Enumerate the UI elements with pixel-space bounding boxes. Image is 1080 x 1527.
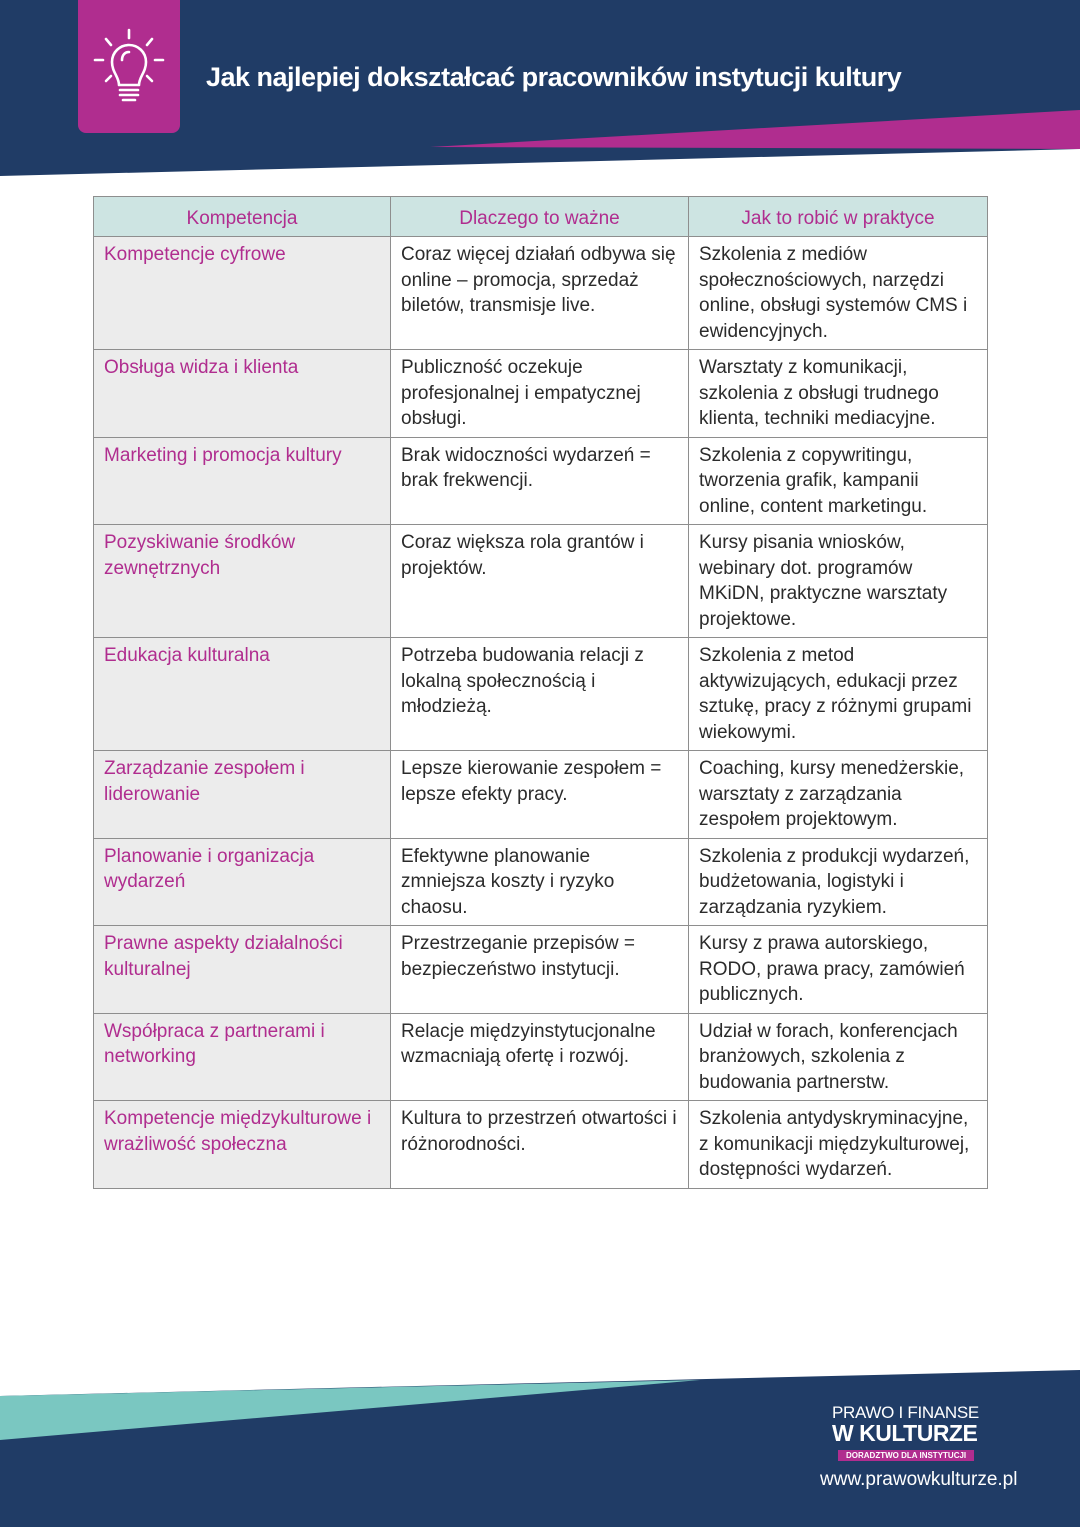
logo-line-2: W KULTURZE <box>832 1420 978 1446</box>
column-header-how: Jak to robić w praktyce <box>689 197 988 237</box>
brand-logo <box>832 1404 1004 1463</box>
competence-cell: Marketing i promocja kultury <box>94 437 391 525</box>
why-cell: Potrzeba budowania relacji z lokalną społecznością i młodzieżą. <box>391 638 689 751</box>
competence-cell: Obsługa widza i klienta <box>94 350 391 438</box>
how-cell: Szkolenia z metod aktywizujących, edukacji przez sztukę, pracy z różnymi grupami wiekowymi. <box>689 638 988 751</box>
how-cell: Kursy z prawa autorskiego, RODO, prawa pracy, zamówień publicznych. <box>689 926 988 1014</box>
why-cell: Lepsze kierowanie zespołem = lepsze efekty pracy. <box>391 751 689 839</box>
icon-box <box>78 0 180 133</box>
competencies-table <box>93 196 988 1189</box>
competence-cell: Kompetencje cyfrowe <box>94 237 391 350</box>
how-cell: Szkolenia z copywritingu, tworzenia grafik, kampanii online, content marketingu. <box>689 437 988 525</box>
how-cell: Szkolenia antydyskryminacyjne, z komunikacji międzykulturowej, dostępności wydarzeń. <box>689 1101 988 1189</box>
website-link[interactable]: www.prawowkulturze.pl <box>820 1469 1018 1490</box>
why-cell: Publiczność oczekuje profesjonalnej i empatycznej obsługi. <box>391 350 689 438</box>
table-row <box>94 437 988 525</box>
how-cell: Warsztaty z komunikacji, szkolenia z obsługi trudnego klienta, techniki mediacyjne. <box>689 350 988 438</box>
how-cell: Szkolenia z produkcji wydarzeń, budżetowania, logistyki i zarządzania ryzykiem. <box>689 838 988 926</box>
competence-cell: Planowanie i organizacja wydarzeń <box>94 838 391 926</box>
how-cell: Szkolenia z mediów społecznościowych, narzędzi online, obsługi systemów CMS i ewidencyjnych. <box>689 237 988 350</box>
competence-cell: Pozyskiwanie środków zewnętrznych <box>94 525 391 638</box>
why-cell: Coraz większa rola grantów i projektów. <box>391 525 689 638</box>
competence-cell: Kompetencje międzykulturowe i wrażliwość społeczna <box>94 1101 391 1189</box>
why-cell: Kultura to przestrzeń otwartości i różnorodności. <box>391 1101 689 1189</box>
why-cell: Brak widoczności wydarzeń = brak frekwencji. <box>391 437 689 525</box>
page-title: Jak najlepiej dokształcać pracowników instytucji kultury <box>206 62 902 92</box>
table-row <box>94 237 988 350</box>
table-row <box>94 838 988 926</box>
table-header-row <box>94 197 988 237</box>
column-header-why: Dlaczego to ważne <box>391 197 689 237</box>
table-row <box>94 350 988 438</box>
how-cell: Udział w forach, konferencjach branżowych, szkolenia z budowania partnerstw. <box>689 1013 988 1101</box>
lightbulb-icon <box>92 27 166 107</box>
why-cell: Coraz więcej działań odbywa się online – promocja, sprzedaż biletów, transmisje live. <box>391 237 689 350</box>
table-row <box>94 751 988 839</box>
table-row <box>94 525 988 638</box>
competence-cell: Współpraca z partnerami i networking <box>94 1013 391 1101</box>
logo-line-1: PRAWO I FINANSE <box>832 1403 979 1422</box>
competence-cell: Zarządzanie zespołem i liderowanie <box>94 751 391 839</box>
table-row <box>94 638 988 751</box>
competence-cell: Prawne aspekty działalności kulturalnej <box>94 926 391 1014</box>
table-row <box>94 1101 988 1189</box>
table-row <box>94 1013 988 1101</box>
competence-cell: Edukacja kulturalna <box>94 638 391 751</box>
why-cell: Efektywne planowanie zmniejsza koszty i ryzyko chaosu. <box>391 838 689 926</box>
column-header-competence: Kompetencja <box>94 197 391 237</box>
table-row <box>94 926 988 1014</box>
how-cell: Coaching, kursy menedżerskie, warsztaty z zarządzania zespołem projektowym. <box>689 751 988 839</box>
why-cell: Przestrzeganie przepisów = bezpieczeństwo instytucji. <box>391 926 689 1014</box>
why-cell: Relacje międzyinstytucjonalne wzmacniają ofertę i rozwój. <box>391 1013 689 1101</box>
logo-tagline: DORADZTWO DLA INSTYTUCJI <box>838 1450 974 1461</box>
how-cell: Kursy pisania wniosków, webinary dot. programów MKiDN, praktyczne warsztaty projektowe. <box>689 525 988 638</box>
